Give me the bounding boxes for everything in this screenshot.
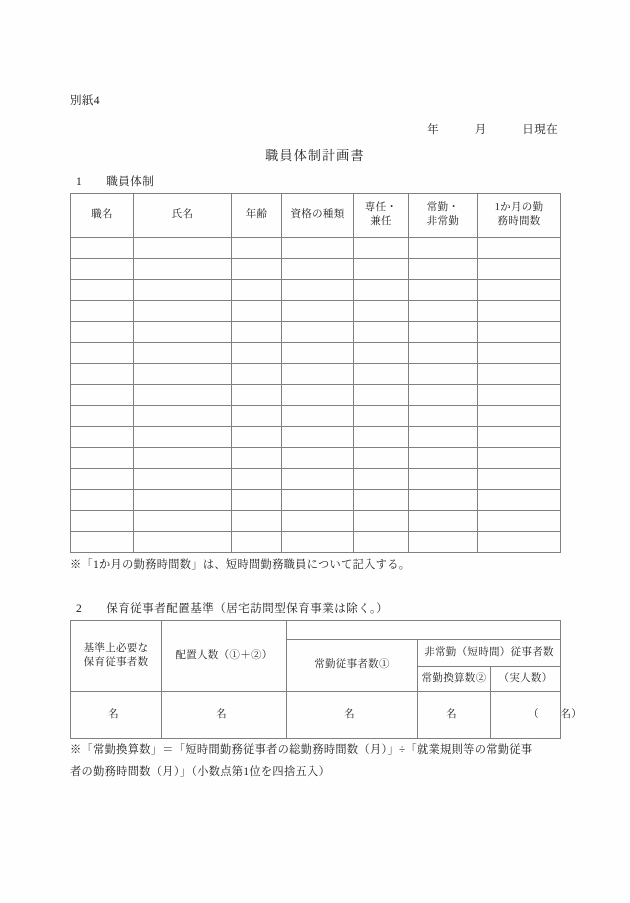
- column-header-fulltime-parttime: [409, 193, 478, 237]
- table-cell[interactable]: [409, 447, 478, 468]
- table-cell[interactable]: [282, 489, 354, 510]
- header-fte-conversion-label: 常勤換算数②: [421, 672, 487, 684]
- table-cell[interactable]: [232, 405, 282, 426]
- table-cell[interactable]: [134, 426, 232, 447]
- table-cell[interactable]: [232, 489, 282, 510]
- table-cell[interactable]: [282, 405, 354, 426]
- table-cell[interactable]: [354, 405, 409, 426]
- table-cell[interactable]: [409, 342, 478, 363]
- header-required-staff-count-label: 基準上必要な 保育従事者数: [83, 642, 149, 668]
- table-cell[interactable]: [232, 384, 282, 405]
- column-header-job-title-label: 職名: [91, 209, 113, 221]
- table-cell[interactable]: [478, 321, 561, 342]
- table-cell[interactable]: [354, 426, 409, 447]
- header-parttime-group-label: 非常勤（短時間）従事者数: [424, 646, 554, 658]
- table-cell[interactable]: [232, 531, 282, 552]
- section-2-heading: 2 保育従事者配置基準（居宅訪問型保育事業は除く。）: [76, 602, 389, 615]
- section-1-note: ※「1か月の勤務時間数」は、短時間勤務職員について記入する。: [70, 558, 411, 571]
- table-cell[interactable]: [478, 237, 561, 258]
- table-cell[interactable]: [282, 300, 354, 321]
- value-fulltime-worker-count-text: 名: [344, 709, 355, 721]
- column-header-monthly-hours: [478, 193, 561, 237]
- table-cell[interactable]: [409, 300, 478, 321]
- table-cell[interactable]: [134, 405, 232, 426]
- table-cell[interactable]: [354, 279, 409, 300]
- table-cell[interactable]: [354, 258, 409, 279]
- table-cell[interactable]: [409, 384, 478, 405]
- table-cell[interactable]: [134, 384, 232, 405]
- table-cell[interactable]: [282, 531, 354, 552]
- table-row: [71, 279, 561, 300]
- table-cell[interactable]: [71, 426, 134, 447]
- table-cell[interactable]: [409, 321, 478, 342]
- table-header-row: [71, 193, 561, 237]
- table-cell[interactable]: [478, 300, 561, 321]
- header-fulltime-worker-count-label: 常勤従事者数①: [314, 659, 390, 671]
- table-cell[interactable]: [232, 426, 282, 447]
- table-cell[interactable]: [282, 510, 354, 531]
- table-cell[interactable]: [354, 489, 409, 510]
- table-cell[interactable]: [478, 342, 561, 363]
- table-cell[interactable]: [478, 426, 561, 447]
- table-cell[interactable]: [282, 237, 354, 258]
- column-header-exclusive-concurrent-label: 専任・ 兼任: [364, 202, 398, 228]
- table-cell[interactable]: [282, 447, 354, 468]
- table-cell[interactable]: [71, 384, 134, 405]
- table-cell[interactable]: [282, 384, 354, 405]
- table-row: [71, 510, 561, 531]
- table-cell[interactable]: [71, 321, 134, 342]
- table-cell[interactable]: [71, 510, 134, 531]
- table-cell[interactable]: [134, 489, 232, 510]
- table-cell[interactable]: [409, 258, 478, 279]
- placement-value-row: [71, 691, 561, 739]
- table-cell[interactable]: [409, 363, 478, 384]
- table-cell[interactable]: [478, 279, 561, 300]
- table-cell[interactable]: [232, 258, 282, 279]
- table-row: [71, 237, 561, 258]
- attachment-number: 別紙4: [70, 95, 100, 107]
- table-cell[interactable]: [232, 279, 282, 300]
- table-cell[interactable]: [232, 468, 282, 489]
- column-header-license-type-label: 資格の種類: [290, 209, 345, 221]
- table-cell[interactable]: [478, 468, 561, 489]
- value-required-staff-count-text: 名: [108, 709, 119, 721]
- column-header-age: [232, 193, 282, 237]
- table-cell[interactable]: [478, 258, 561, 279]
- table-row: [71, 384, 561, 405]
- table-cell[interactable]: [134, 342, 232, 363]
- table-row: [71, 468, 561, 489]
- table-cell[interactable]: [71, 342, 134, 363]
- table-cell[interactable]: [409, 510, 478, 531]
- table-cell[interactable]: [478, 405, 561, 426]
- table-cell[interactable]: [354, 342, 409, 363]
- table-cell[interactable]: [134, 321, 232, 342]
- placement-header-row-top: [71, 620, 561, 639]
- table-cell[interactable]: [354, 321, 409, 342]
- table-cell[interactable]: [282, 279, 354, 300]
- table-cell[interactable]: [71, 405, 134, 426]
- table-cell[interactable]: [232, 321, 282, 342]
- table-cell[interactable]: [134, 510, 232, 531]
- table-cell[interactable]: [409, 426, 478, 447]
- table-cell[interactable]: [71, 468, 134, 489]
- table-cell[interactable]: [354, 531, 409, 552]
- value-actual-headcount[interactable]: [491, 691, 583, 739]
- table-cell[interactable]: [409, 405, 478, 426]
- table-cell[interactable]: [354, 300, 409, 321]
- header-spacer-cell: [287, 620, 561, 639]
- table-row: [71, 531, 561, 552]
- placement-standard-table: [70, 620, 583, 740]
- table-cell[interactable]: [409, 237, 478, 258]
- table-row: [71, 258, 561, 279]
- table-row: [71, 447, 561, 468]
- column-header-age-label: 年齢: [245, 209, 268, 221]
- table-row: [71, 342, 561, 363]
- column-header-name: [134, 193, 232, 237]
- table-cell[interactable]: [232, 237, 282, 258]
- table-cell[interactable]: [409, 531, 478, 552]
- table-cell[interactable]: [478, 447, 561, 468]
- table-cell[interactable]: [354, 468, 409, 489]
- staff-roster-body: [71, 237, 561, 552]
- table-cell[interactable]: [71, 489, 134, 510]
- table-row: [71, 300, 561, 321]
- table-cell[interactable]: [478, 510, 561, 531]
- table-cell[interactable]: [478, 384, 561, 405]
- header-assigned-count: [162, 620, 287, 691]
- column-header-fulltime-parttime-label: 常勤・ 非常勤: [426, 202, 460, 228]
- header-fte-conversion: [418, 666, 491, 691]
- column-header-exclusive-concurrent: [354, 193, 409, 237]
- table-cell[interactable]: [134, 237, 232, 258]
- section-2-note-line-1: ※「常勤換算数」＝「短時間勤務従事者の総勤務時間数（月）」÷「就業規則等の常勤従事: [70, 744, 533, 757]
- table-cell[interactable]: [71, 258, 134, 279]
- table-row: [71, 405, 561, 426]
- table-cell[interactable]: [71, 363, 134, 384]
- table-cell[interactable]: [409, 468, 478, 489]
- header-assigned-count-label: 配置人数（①＋②）: [175, 649, 273, 661]
- table-cell[interactable]: [134, 531, 232, 552]
- vertical-spacer: [70, 574, 560, 600]
- table-cell[interactable]: [282, 468, 354, 489]
- header-fulltime-worker-count: [287, 639, 418, 691]
- table-cell[interactable]: [232, 342, 282, 363]
- value-fulltime-worker-count[interactable]: [287, 691, 418, 739]
- table-cell[interactable]: [134, 447, 232, 468]
- table-cell[interactable]: [478, 363, 561, 384]
- table-cell[interactable]: [282, 342, 354, 363]
- table-cell[interactable]: [134, 279, 232, 300]
- value-assigned-count[interactable]: [162, 691, 287, 739]
- table-cell[interactable]: [71, 279, 134, 300]
- staff-roster-table: [70, 193, 561, 553]
- table-cell[interactable]: [354, 363, 409, 384]
- table-cell[interactable]: [354, 237, 409, 258]
- table-cell[interactable]: [354, 510, 409, 531]
- table-row: [71, 321, 561, 342]
- table-row: [71, 426, 561, 447]
- value-fte-conversion-text: 名: [446, 709, 457, 721]
- table-cell[interactable]: [478, 531, 561, 552]
- section-2-note-line-2: 者の勤務時間数（月）」（小数点第1位を四捨五入）: [70, 765, 331, 778]
- table-cell[interactable]: [134, 468, 232, 489]
- value-assigned-count-text: 名: [216, 709, 227, 721]
- header-actual-headcount: [491, 666, 561, 691]
- table-cell[interactable]: [354, 384, 409, 405]
- table-cell[interactable]: [134, 300, 232, 321]
- header-required-staff-count: [71, 620, 162, 691]
- column-header-name-label: 氏名: [171, 209, 194, 221]
- table-cell[interactable]: [232, 447, 282, 468]
- table-row: [71, 363, 561, 384]
- value-actual-headcount-text: （ 名）: [528, 709, 583, 721]
- table-row: [71, 489, 561, 510]
- value-fte-conversion[interactable]: [418, 691, 491, 739]
- date-line: 年 月 日現在: [427, 123, 558, 136]
- section-1-heading: 1 職員体制: [76, 175, 155, 188]
- table-cell[interactable]: [282, 258, 354, 279]
- table-cell[interactable]: [409, 489, 478, 510]
- table-cell[interactable]: [282, 321, 354, 342]
- table-cell[interactable]: [232, 510, 282, 531]
- table-cell[interactable]: [71, 237, 134, 258]
- document-body: [70, 95, 583, 781]
- table-cell[interactable]: [71, 531, 134, 552]
- table-cell[interactable]: [354, 447, 409, 468]
- column-header-job-title: [71, 193, 134, 237]
- table-cell[interactable]: [478, 489, 561, 510]
- table-cell[interactable]: [282, 363, 354, 384]
- table-cell[interactable]: [409, 279, 478, 300]
- table-cell[interactable]: [71, 447, 134, 468]
- table-cell[interactable]: [134, 258, 232, 279]
- header-actual-headcount-label: （実人数）: [498, 672, 553, 684]
- column-header-license-type: [282, 193, 354, 237]
- header-parttime-group: [418, 639, 561, 666]
- column-header-monthly-hours-label: 1か月の勤 務時間数: [494, 202, 544, 228]
- table-cell[interactable]: [134, 363, 232, 384]
- value-required-staff-count[interactable]: [71, 691, 162, 739]
- table-cell[interactable]: [232, 300, 282, 321]
- page-title: 職員体制計画書: [265, 147, 365, 163]
- table-cell[interactable]: [232, 363, 282, 384]
- table-cell[interactable]: [282, 426, 354, 447]
- table-cell[interactable]: [71, 300, 134, 321]
